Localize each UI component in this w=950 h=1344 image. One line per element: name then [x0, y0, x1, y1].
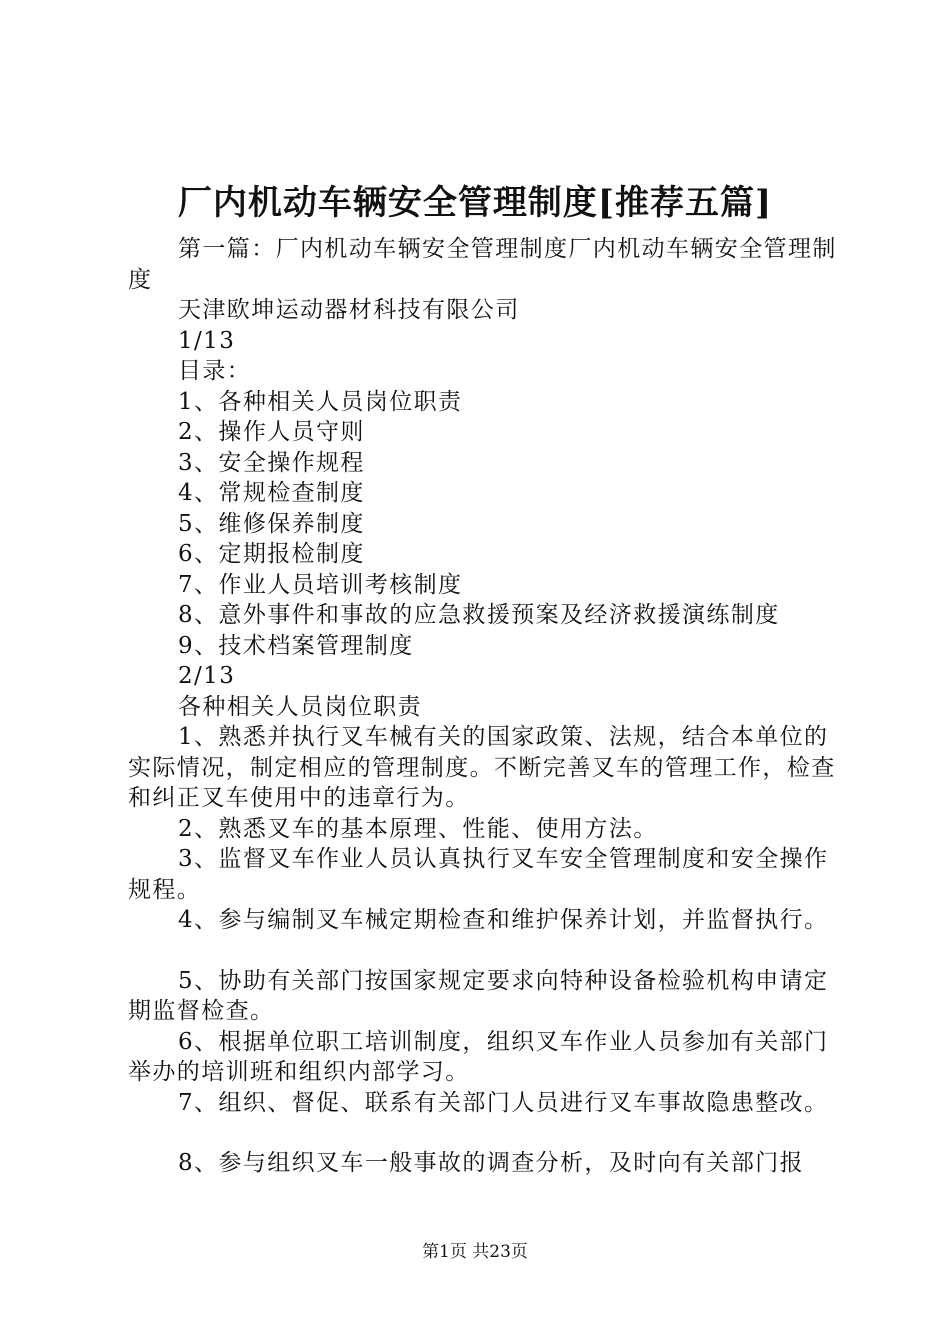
paragraph-duty: 3、监督叉车作业人员认真执行叉车安全管理制度和安全操作规程。	[128, 846, 829, 903]
toc-heading: 目录：	[178, 358, 252, 384]
page-footer: 第1页 共23页	[422, 1242, 528, 1262]
paragraph-duty: 4、参与编制叉车械定期检查和维护保养计划，并监督执行。	[178, 907, 829, 933]
paragraph-duty: 6、根据单位职工培训制度，组织叉车作业人员参加有关部门举办的培训班和组织内部学习。	[128, 1028, 829, 1085]
paragraph-duty: 8、参与组织叉车一般事故的调查分析，及时向有关部门报	[178, 1150, 805, 1176]
toc-item: 5、维修保养制度	[178, 510, 365, 537]
page-marker: 1/13	[178, 327, 236, 354]
toc-item: 3、安全操作规程	[178, 449, 365, 476]
paragraph-duty: 2、熟悉叉车的基本原理、性能、使用方法。	[178, 815, 658, 842]
paragraph-company: 天津欧坤运动器材科技有限公司	[178, 297, 520, 323]
toc-item: 6、定期报检制度	[178, 541, 365, 567]
toc-item: 7、作业人员培训考核制度	[178, 571, 463, 598]
toc-item: 1、各种相关人员岗位职责	[178, 388, 463, 415]
paragraph-duty: 5、协助有关部门按国家规定要求向特种设备检验机构申请定期监督检查。	[128, 967, 829, 1024]
toc-item: 8、意外事件和事故的应急救援预案及经济救援演练制度	[178, 602, 780, 628]
paragraph-duty: 7、组织、督促、联系有关部门人员进行叉车事故隐患整改。	[178, 1089, 829, 1116]
toc-item: 9、技术档案管理制度	[178, 632, 414, 659]
document-body	[128, 234, 840, 1179]
paragraph-intro: 第一篇：厂内机动车辆安全管理制度厂内机动车辆安全管理制度	[128, 236, 837, 293]
paragraph-duty: 1、熟悉并执行叉车械有关的国家政策、法规，结合本单位的实际情况，制定相应的管理制度。不断完善叉车的管理工作，检查和纠正叉车使用中的违章行为。	[128, 724, 836, 811]
toc-item: 2、操作人员守则	[178, 419, 365, 445]
document-title: 厂内机动车辆安全管理制度[推荐五篇]	[177, 183, 773, 223]
paragraph-gap	[128, 1118, 840, 1148]
toc-item: 4、常规检查制度	[178, 480, 365, 506]
section-heading: 各种相关人员岗位职责	[178, 693, 422, 720]
paragraph-gap	[128, 936, 840, 966]
page-marker: 2/13	[178, 663, 236, 689]
